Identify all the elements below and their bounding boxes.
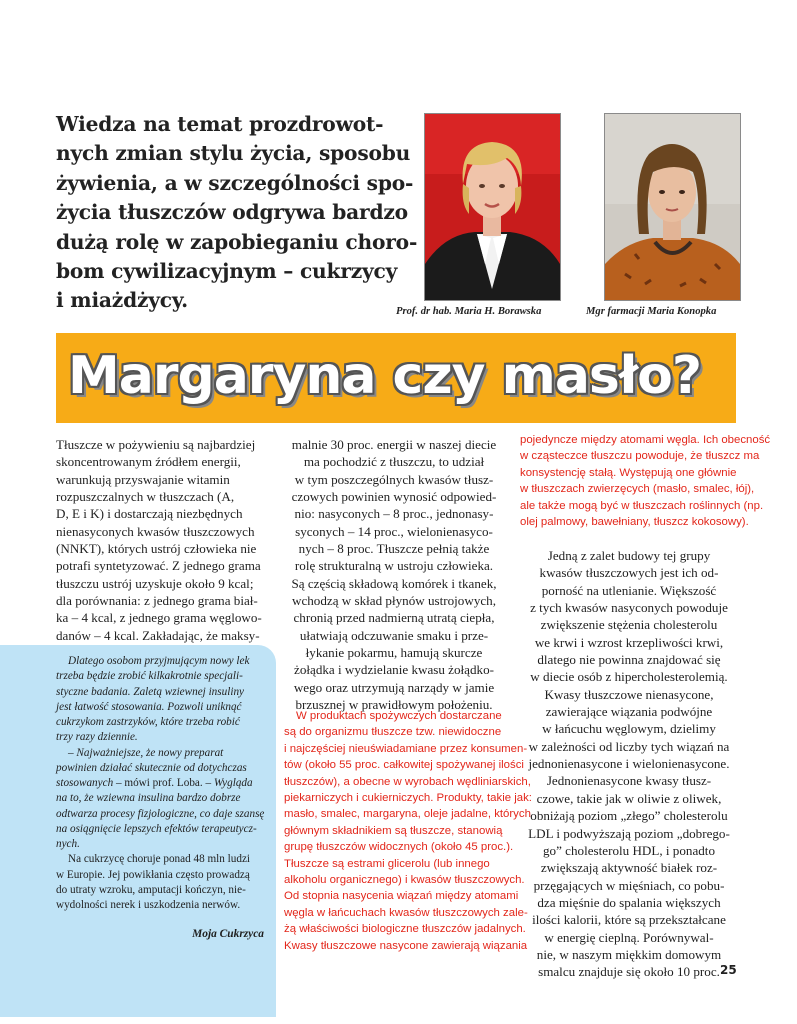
text-line: wego oraz utrzymują narządy w jamie: [293, 679, 495, 695]
sidebar-text: [56, 654, 264, 913]
highlight-line: alkoholu organicznego) i kwasów tłuszczowych.: [284, 874, 525, 887]
highlight-line: masło, smalec, margaryna, oleje jadalne, których: [284, 808, 531, 821]
highlight-line: olej palmowy, bawełniany, tłuszcz kokosowy).: [520, 516, 749, 529]
highlight-line: Kwasy tłuszczowe nasycone zawierają wiązania: [284, 939, 528, 952]
column-3-paragraph: [518, 547, 740, 981]
portrait-borawska: [424, 113, 561, 301]
text-line: porność na utlenianie. Większość: [541, 582, 717, 598]
sidebar-signature: Moja Cukrzyca: [192, 928, 264, 940]
intro-line: bom cywilizacyjnym – cukrzycy: [56, 259, 398, 284]
text-line: zwiększają aktywność białek roz-: [540, 860, 718, 876]
sidebar-fragment: – mówi prof. Loba. –: [113, 777, 214, 789]
highlight-line: są do organizmu tłuszcze tzw. niewidoczne: [284, 726, 502, 739]
intro-line: dużą rolę w zapobieganiu choro-: [56, 229, 418, 254]
text-line: LDL i podwyższają poziom „dobrego-: [528, 825, 730, 841]
sidebar-line: powinien działać skutecznie od dotychczas: [56, 761, 247, 774]
text-line: czowych powinien wynosić odpowied-: [291, 489, 497, 505]
text-line: łykanie pokarmu, hamują skurcze: [305, 645, 483, 661]
text-line: malnie 30 proc. energii w naszej diecie: [291, 437, 497, 452]
text-line: z tych kwasów nasyconych powoduje: [530, 600, 728, 616]
sidebar-line: na osiągnięcie lepszych efektów terapeutycz-: [56, 822, 257, 835]
sidebar-line: jest łatwość stosowania. Pozwoli uniknąć: [56, 700, 242, 713]
text-line: zwiększenie stężenia cholesterolu: [540, 617, 718, 633]
photo-caption-left: Prof. dr hab. Maria H. Borawska: [396, 306, 542, 317]
text-line: smalcu znajduje się około 10 proc.: [538, 964, 720, 980]
text-line: wchodzą w skład płynów ustrojowych,: [291, 593, 496, 609]
intro-line: i miażdżycy.: [56, 288, 188, 313]
text-line: Jedną z zalet budowy tej grupy: [547, 548, 711, 563]
text-line: Tłuszcze w pożywieniu są najbardziej: [56, 437, 256, 452]
sidebar-line: Dlatego osobom przyjmującym nowy lek: [68, 655, 250, 667]
text-line: dlatego nie powinna znajdować się: [537, 652, 721, 668]
column-3-highlight: [520, 432, 771, 530]
text-line: przęgających w mięśniach, co pobu-: [533, 877, 725, 893]
text-line: nio: nasyconych – 8 proc., jednonasy-: [294, 506, 494, 522]
page-number: 25: [720, 963, 737, 977]
photo-caption-right: Mgr farmacji Maria Konopka: [586, 306, 717, 317]
highlight-line: tłuszczów), a obecne w wyrobach wędliniarskich,: [284, 775, 531, 788]
highlight-line: Od stopnia nasycenia wiązań między atomami: [284, 890, 519, 903]
text-line: syconych – 14 proc., wielonienasyco-: [295, 523, 493, 539]
sidebar-line: w Europie. Jej powikłania często prowadzą: [56, 868, 250, 881]
highlight-line: i najczęściej nieuświadamiane przez konsumen-: [284, 742, 528, 755]
highlight-line: Tłuszcze są estrami glicerolu (lub innego: [284, 857, 490, 870]
sidebar-line: wydolności nerek i uszkodzenia nerwów.: [56, 899, 241, 911]
text-line: dza mięśnie do spalania większych: [537, 894, 721, 910]
text-line: w zależności od liczby tych wiązań na: [528, 738, 730, 754]
sidebar-fragment: stosowanych: [56, 777, 114, 789]
text-line: danów – 4 kcal. Zakładając, że maksy-: [56, 627, 260, 643]
highlight-line: piekarniczych i cukierniczych. Produkty, takie jak:: [284, 792, 532, 805]
text-line: rozpuszczalnych w tłuszczach (A,: [56, 489, 235, 505]
highlight-line: w cząsteczce tłuszczu powoduje, że tłuszcz ma: [520, 450, 760, 463]
sidebar-line: nych.: [56, 838, 80, 850]
column-2-paragraph: [284, 436, 504, 714]
intro-line: nych zmian stylu życia, sposobu: [56, 141, 411, 166]
text-line: rolę strukturalną w ustroju człowieka.: [294, 558, 494, 574]
sidebar-line: na to, że wziewna insulina bardzo dobrze: [56, 792, 241, 805]
highlight-line: w tłuszczach zwierzęcych (masło, smalec, łój),: [520, 483, 755, 496]
highlight-line: głównym składnikiem są tłuszcze, stanowią: [284, 824, 503, 837]
intro-line: Wiedza na temat prozdrowot-: [56, 112, 384, 136]
text-line: zawierające wiązania podwójne: [545, 704, 713, 720]
text-line: warunkują przyswajanie witamin: [56, 471, 230, 487]
text-line: jednonienasycone i wielonienasycone.: [528, 756, 730, 772]
text-line: ka – 4 kcal, z jednego grama węglowo-: [56, 610, 262, 626]
intro-line: życia tłuszczów odgrywa bardzo: [56, 200, 408, 225]
column-1-paragraph: [56, 436, 271, 644]
text-line: ma pochodzić z tłuszczu, to udział: [303, 454, 485, 470]
sidebar-line: – Najważniejsze, że nowy preparat: [68, 746, 224, 759]
article-headline: Margaryna czy masło?: [68, 346, 702, 406]
sidebar-fragment: Wygląda: [213, 777, 253, 789]
sidebar-line: [56, 776, 264, 791]
highlight-line: grupę tłuszczów widocznych (około 45 proc.).: [284, 841, 514, 854]
highlight-line: pojedyncze między atomami węgla. Ich obecność: [520, 434, 771, 446]
text-line: w tym poszczególnych kwasów tłusz-: [294, 471, 494, 487]
text-line: brzusznej w prawidłowym położeniu.: [295, 697, 493, 713]
text-line: Kwasy tłuszczowe nienasycone,: [544, 686, 714, 702]
text-line: D, E i K) i dostarczają niezbędnych: [56, 506, 243, 522]
column-2: [284, 436, 504, 714]
text-line: we krwi i wzrost krzepliwości krwi,: [534, 634, 724, 650]
text-line: ilości kalorii, które są przekształcane: [532, 912, 726, 928]
text-line: skoncentrowanym źródłem energii,: [56, 454, 241, 470]
text-line: obniżają poziom „złego” cholesterolu: [530, 808, 728, 824]
highlight-line: konsystencję stałą. Występują one głównie: [520, 466, 737, 479]
sidebar-line: do utraty wzroku, amputacji kończyn, nie-: [56, 883, 246, 896]
text-line: czowe, takie jak w oliwie z oliwek,: [536, 790, 722, 806]
text-line: potrafi syntetyzować. Z jednego grama: [56, 558, 261, 574]
highlight-line: węgla w łańcuchach kwasów tłuszczowych zale-: [284, 906, 528, 919]
sidebar-line: trzy razy dziennie.: [56, 731, 138, 744]
text-line: ułatwiają odczuwanie smaku i prze-: [299, 627, 489, 643]
sidebar-line: odtwarza procesy fizjologiczne, co daje szansę: [56, 807, 265, 820]
text-line: nie, w naszym miękkim domowym: [536, 946, 722, 962]
text-line: chronią przed nadmierną utratą ciepła,: [293, 610, 495, 626]
text-line: w diecie osób z hipercholesterolemią.: [530, 669, 728, 685]
text-line: w łańcuchu węglowym, dzielimy: [542, 721, 716, 737]
highlight-line: ale także mogą być w tłuszczach roślinnych (np.: [520, 499, 764, 512]
sidebar-line: cukrzykom zastrzyków, które trzeba robić: [56, 716, 240, 728]
text-line: kwasów tłuszczowych jest ich od-: [539, 565, 719, 581]
highlight-line: W produktach spożywczych dostarczane: [296, 710, 502, 722]
sidebar-line: Na cukrzycę choruje ponad 48 mln ludzi: [68, 853, 251, 866]
text-line: Jednonienasycone kwasy tłusz-: [546, 773, 712, 789]
highlight-line: żą właściwości biologiczne tłuszczów jadalnych.: [284, 923, 526, 936]
text-line: w energię cieplną. Porównywal-: [544, 929, 714, 945]
sidebar-line: trzeba będzie zrobić kilkakrotnie specjali-: [56, 670, 243, 683]
column-1: [56, 436, 271, 644]
text-line: nienasyconych kwasów tłuszczowych: [56, 523, 255, 539]
portrait-konopka: [604, 113, 741, 301]
text-line: żołądka i wydzielanie kwasu żołądko-: [294, 662, 494, 678]
text-line: dla porównania: z jednego grama biał-: [56, 593, 258, 609]
text-line: nych – 8 proc. Tłuszcze pełnią także: [298, 541, 490, 557]
text-line: (NNKT), których ustrój człowieka nie: [56, 541, 257, 557]
intro-line: żywienia, a w szczególności spo-: [56, 170, 414, 195]
column-2-highlight: [284, 708, 532, 954]
sidebar-line: styczne badania. Zaletą wziewnej insuliny: [56, 685, 244, 698]
intro-paragraph: [56, 110, 418, 316]
text-line: go” cholesterolu HDL, i ponadto: [543, 842, 715, 858]
text-line: tłuszczu ustrój uzyskuje około 9 kcal;: [56, 575, 254, 591]
highlight-line: tów (około 55 proc. całkowitej spożywanej ilości: [284, 759, 524, 772]
text-line: Są częścią składową komórek i tkanek,: [291, 575, 497, 591]
column-3: [518, 547, 740, 981]
